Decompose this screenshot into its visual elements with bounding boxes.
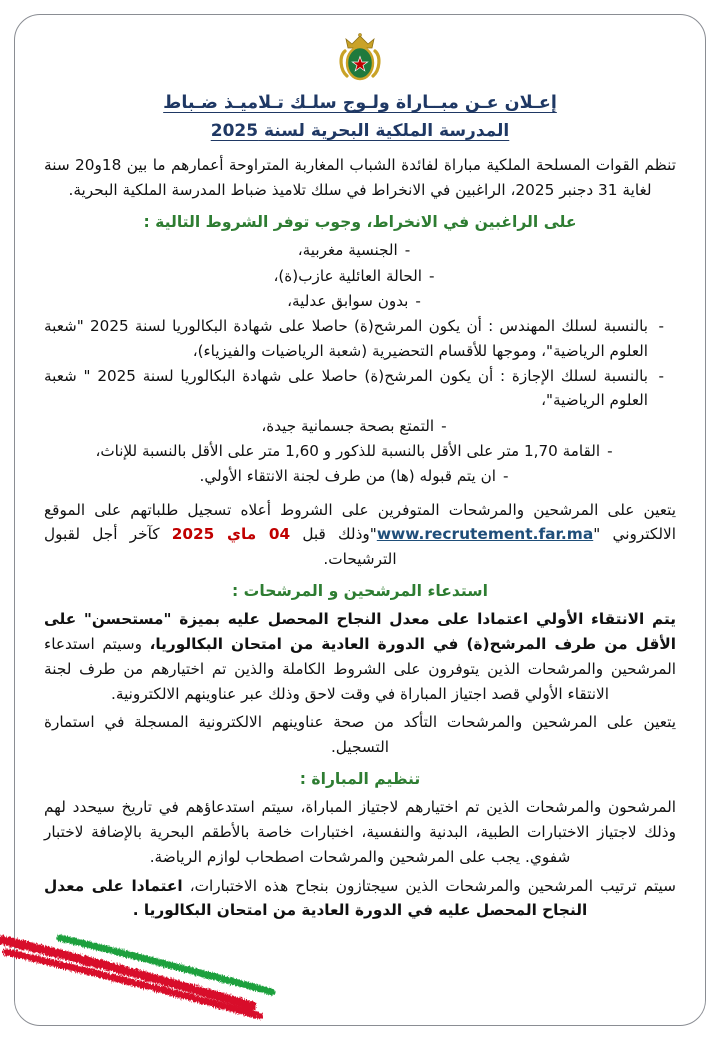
registration-paragraph [44, 498, 676, 572]
list-item [44, 314, 664, 363]
organization-heading: تنظيم المباراة : [299, 769, 421, 788]
summon-heading: استدعاء المرشحين و المرشحات : [232, 582, 488, 600]
ranking-normal-text: سيتم ترتيب المرشحين والمرشحات الذين سيجتازون بنجاح هذه الاختبارات، [189, 876, 676, 895]
dash-bullet-icon: - [607, 441, 613, 460]
doc-title-line-1: إعـلان عـن مبــاراة ولـوج سلـك تـلاميـذ ضـباط [163, 93, 557, 113]
organization-paragraph: المرشحون والمرشحات الذين تم اختيارهم لاجتياز المباراة، سيتم استدعاؤهم في تاريخ سيحدد لهم وذلك لاجتياز الاختبارات الطبية، البدنية والنفسية، اختبارات خاصة بالأطقم البحرية بالإضافة لاختبار شفوي. يجب على المرشحين والمرشحات اصطحاب لوازم الرياضة. [44, 798, 676, 866]
summon-bold-text: يتم الانتقاء الأولي اعتمادا على معدل النجاح المحصل عليه بميزة "مستحسن" على الأقل من طرف المرشح(ة) في الدورة العادية من امتحان البكالوريا، [44, 610, 676, 654]
emblem-row [44, 32, 676, 88]
list-item [44, 364, 664, 413]
intro-paragraph: تنظم القوات المسلحة الملكية مباراة لفائدة الشباب المغاربة المتراوحة أعمارهم ما بين 18و20 سنة لغاية 31 دجنبر 2025، الراغبين في الانخراط في سلك تلاميذ ضباط المدرسة الملكية البحرية. [44, 156, 676, 200]
royal-armed-forces-emblem [338, 32, 382, 84]
list-item-label: التمتع بصحة جسمانية جيدة، [261, 416, 435, 435]
list-item-label: بدون سوابق عدلية، [287, 292, 409, 311]
dash-bullet-icon: - [415, 292, 421, 311]
list-item [44, 289, 664, 313]
document-body [14, 14, 706, 1026]
doc-title-line-2: المدرسة الملكية البحرية لسنة 2025 [210, 121, 510, 142]
dash-bullet-icon: - [429, 266, 435, 285]
ranking-bold-text: اعتمادا على معدل النجاح المحصل عليه في الدورة العادية من امتحان البكالوريا . [44, 876, 588, 920]
registration-text-after: "وذلك قبل [302, 525, 377, 544]
conditions-heading: على الراغبين في الانخراط، وجوب توفر الشروط التالية : [143, 213, 577, 231]
list-item-label: الحالة العائلية عازب(ة)، [273, 266, 423, 285]
list-item-label: الجنسية مغربية، [297, 241, 398, 260]
list-item-label: القامة 1,70 متر على الأقل بالنسبة للذكور و 1,60 متر على الأقل بالنسبة للإناث، [95, 441, 601, 460]
summon-rest-text: وسيتم استدعاء المرشحين والمرشحات الذين يتوفرون على الشروط الكاملة والذين تم اختيارهم من طرف لجنة الانتقاء الأولي قصد اجتياز المباراة في وقت لاحق وذلك عبر عناوينهم الالكترونية. [44, 635, 676, 703]
registration-text-end: كآخر أجل لقبول الترشيحات. [44, 525, 397, 569]
recruitment-website-link[interactable]: www.recrutement.far.ma [376, 525, 594, 544]
dash-bullet-icon: - [404, 241, 411, 260]
ranking-paragraph [44, 874, 676, 924]
conditions-list [44, 238, 676, 488]
dash-bullet-icon: - [502, 467, 509, 486]
registration-text-before: يتعين على المرشحين والمرشحات المتوفرين على الشروط أعلاه تسجيل طلباتهم على الموقع الالكتروني " [44, 500, 676, 544]
list-item-label: بالنسبة لسلك المهندس : أن يكون المرشح(ة) حاصلا على شهادة البكالوريا لسنة 2025 "شعبة العلوم الرياضية"، وموجها للأقسام التحضيرية (شعبة الرياضيات والفيزياء)، [44, 317, 648, 360]
dash-bullet-icon: - [658, 366, 664, 385]
list-item [44, 414, 664, 438]
summon-note-paragraph: يتعين على المرشحين والمرشحات التأكد من صحة عناوينهم الالكترونية المسجلة في استمارة التسجيل. [44, 713, 676, 757]
list-item [44, 264, 664, 288]
list-item [44, 238, 664, 262]
list-item-label: ان يتم قبوله (ها) من طرف لجنة الانتقاء الأولي. [199, 467, 496, 486]
list-item [44, 439, 664, 463]
dash-bullet-icon: - [658, 317, 664, 336]
dash-bullet-icon: - [441, 416, 447, 435]
summon-paragraph [44, 607, 676, 706]
title-block [44, 90, 676, 144]
application-deadline: 04 ماي 2025 [171, 525, 291, 544]
list-item [44, 464, 664, 488]
list-item-label: بالنسبة لسلك الإجازة : أن يكون المرشح(ة) حاصلا على شهادة البكالوريا لسنة 2025 " شعبة العلوم الرياضية"، [44, 366, 648, 410]
